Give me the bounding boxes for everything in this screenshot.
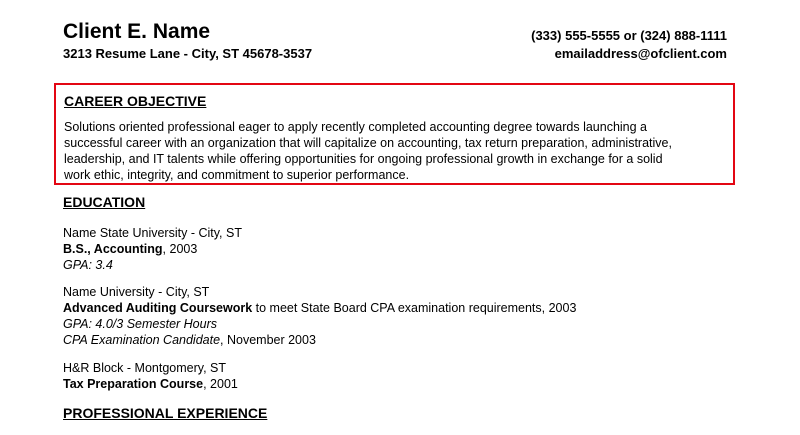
header-left: [63, 20, 312, 63]
career-objective-title: CAREER OBJECTIVE: [64, 93, 207, 109]
candidate-label: CPA Examination Candidate: [63, 333, 221, 347]
client-name: Client E. Name: [63, 20, 211, 43]
header-contact: [531, 20, 727, 63]
education-entry-1: [63, 225, 242, 273]
degree-line: [63, 241, 242, 257]
career-objective-highlight: [54, 83, 735, 185]
gpa-line: GPA: 3.4: [63, 258, 113, 272]
education-entry-3: [63, 360, 238, 392]
school-name: H&R Block - Montgomery, ST: [63, 361, 227, 375]
degree-name: B.S., Accounting: [63, 242, 163, 256]
degree-year: , 2003: [162, 242, 198, 256]
course-line: [63, 300, 576, 316]
course-year: , 2001: [203, 377, 238, 391]
candidate-date: , November 2003: [220, 333, 316, 347]
candidate-line: [63, 332, 576, 348]
course-detail: to meet State Board CPA examination requirements, 2003: [252, 301, 577, 315]
career-objective-text: [64, 119, 729, 183]
education-title: EDUCATION: [63, 194, 146, 210]
gpa-line: GPA: 4.0/3 Semester Hours: [63, 317, 217, 331]
resume-header: [63, 20, 727, 63]
professional-experience-title: PROFESSIONAL EXPERIENCE: [63, 405, 268, 421]
school-name: Name State University - City, ST: [63, 226, 242, 240]
school-name: Name University - City, ST: [63, 285, 210, 299]
client-email: emailaddress@ofclient.com: [554, 46, 727, 61]
course-name: Tax Preparation Course: [63, 377, 204, 391]
objective-line: Solutions oriented professional eager to apply recently completed accounting degree towards launching a: [64, 120, 648, 134]
client-phone: (333) 555-5555 or (324) 888-1111: [531, 28, 727, 43]
objective-line: successful career with an organization that will capitalize on accounting, tax return preparation, administrative,: [64, 136, 672, 150]
education-entry-2: [63, 284, 576, 348]
objective-line: leadership, and IT talents while offering opportunities for ongoing professional growth in exchange for a solid: [64, 152, 663, 166]
objective-line: work ethic, integrity, and commitment to superior performance.: [64, 168, 410, 182]
course-name: Advanced Auditing Coursework: [63, 301, 253, 315]
course-line: [63, 376, 238, 392]
client-address: 3213 Resume Lane - City, ST 45678-3537: [63, 46, 313, 61]
